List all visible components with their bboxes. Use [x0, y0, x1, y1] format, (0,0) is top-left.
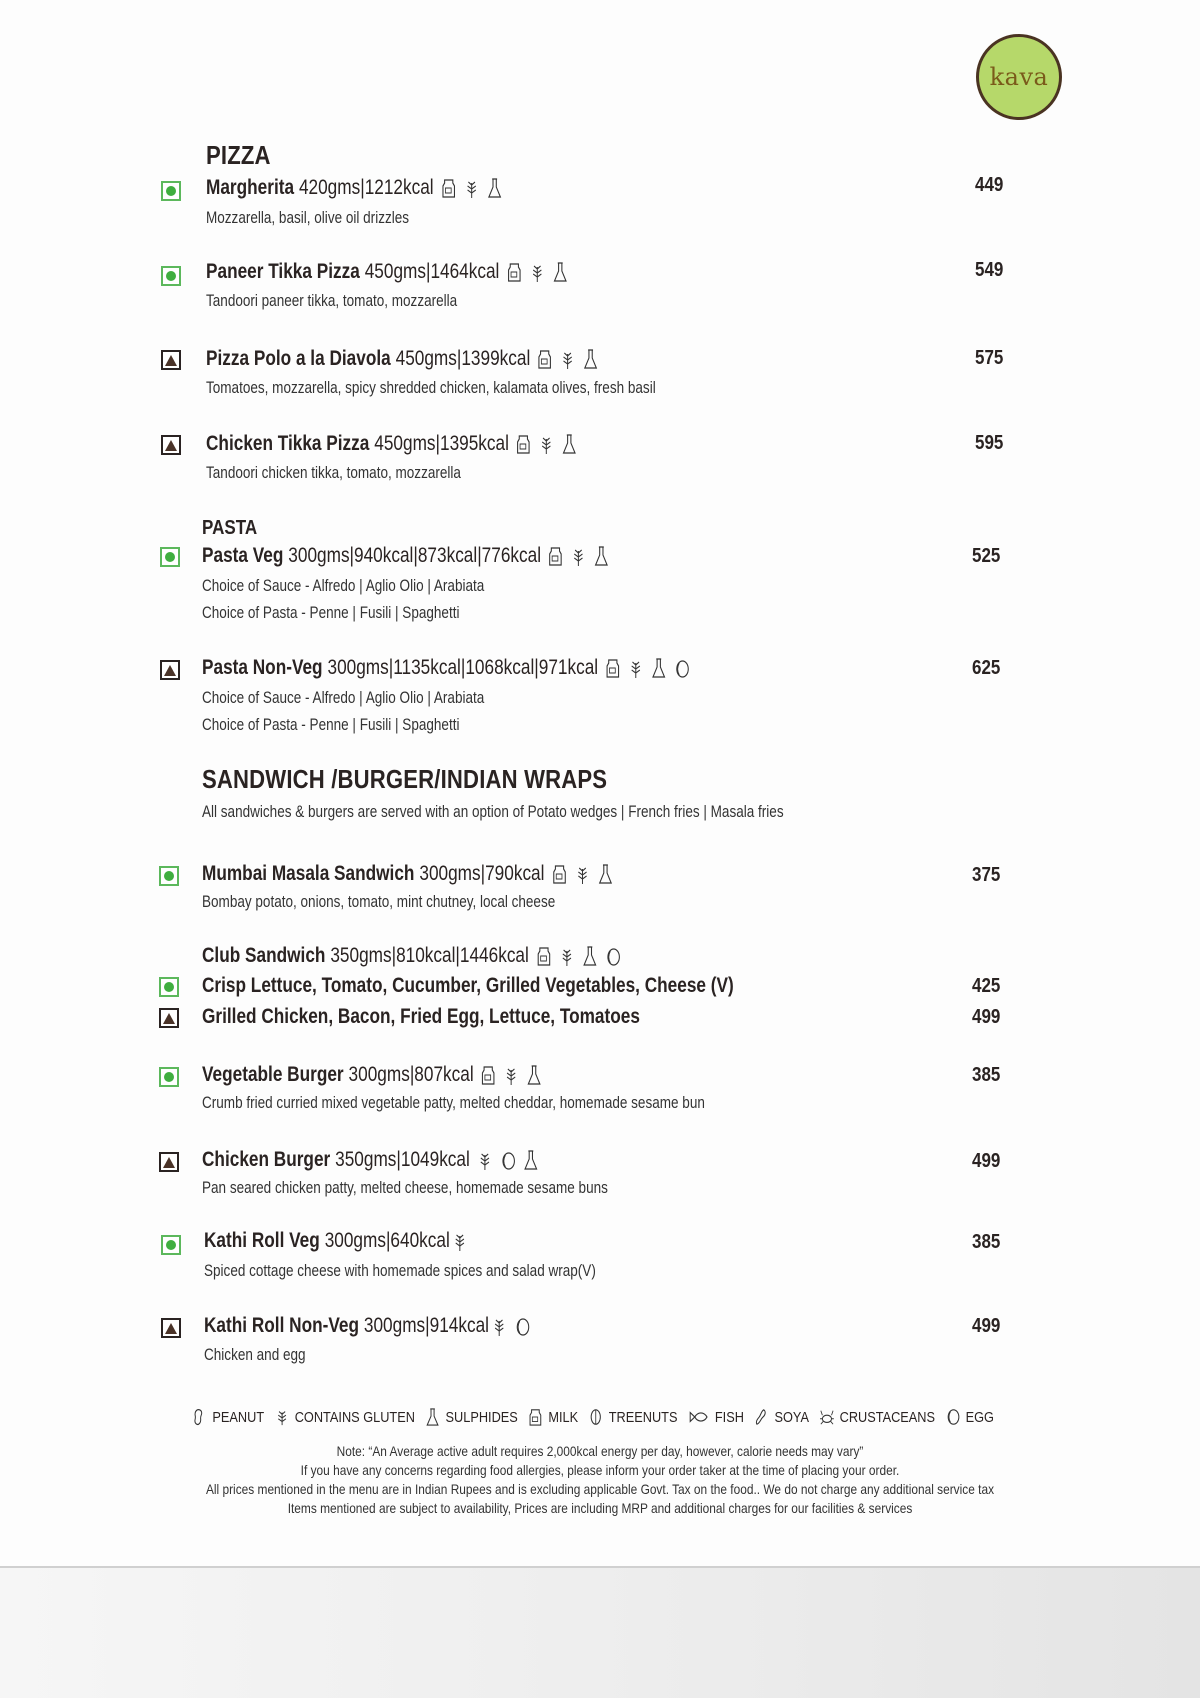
nonveg-icon [160, 660, 180, 680]
item-price: 385 [972, 1231, 1001, 1253]
item-price: 625 [972, 657, 1001, 679]
egg-icon [945, 1408, 960, 1426]
item-name: Chicken Tikka Pizza [206, 432, 370, 455]
note-line: All prices mentioned in the menu are in Indian Rupees and is excluding applicable Govt. Tax on the food.. We do not charge any additional service tax [205, 1481, 995, 1497]
item-name: Kathi Roll Non-Veg [204, 1314, 359, 1337]
gluten-icon [476, 1149, 492, 1171]
item-price: 525 [972, 545, 1001, 567]
menu-item-title [206, 432, 578, 456]
nonveg-icon [159, 1152, 179, 1172]
item-description: Bombay potato, onions, tomato, mint chutney, local cheese [202, 893, 556, 911]
gluten-icon [503, 1064, 519, 1086]
sulphides-icon [583, 348, 599, 370]
milk-icon [535, 945, 551, 967]
item-spec: 350gms|1049kcal [335, 1148, 470, 1171]
item-description: Choice of Sauce - Alfredo | Aglio Olio | Arabiata [202, 577, 485, 595]
kava-logo [976, 34, 1062, 120]
egg-icon [604, 945, 620, 967]
sulphides-icon [425, 1408, 440, 1426]
gluten-icon [628, 657, 644, 679]
item-price: 385 [972, 1064, 1001, 1086]
egg-icon [674, 657, 690, 679]
sulphides-icon [486, 177, 502, 199]
item-spec: 300gms|940kcal|873kcal|776kcal [288, 544, 542, 567]
sulphides-icon [522, 1149, 538, 1171]
veg-icon [161, 266, 181, 286]
milk-icon [548, 545, 564, 567]
item-price: 575 [975, 347, 1004, 369]
item-price: 499 [972, 1315, 1001, 1337]
gluten-icon [451, 1230, 467, 1252]
treenuts-icon [588, 1408, 603, 1426]
milk-icon [605, 657, 621, 679]
item-spec: 300gms|790kcal [419, 862, 545, 885]
egg-icon [514, 1315, 530, 1337]
item-description: Choice of Sauce - Alfredo | Aglio Olio | Arabiata [202, 689, 485, 707]
item-name: Margherita [206, 176, 295, 199]
item-spec: 450gms|1395kcal [374, 432, 509, 455]
item-spec: 420gms|1212kcal [298, 176, 434, 199]
item-description: Spiced cottage cheese with homemade spices and salad wrap(V) [204, 1262, 596, 1280]
menu-item-title [202, 656, 690, 680]
item-spec: 300gms|1135kcal|1068kcal|971kcal [327, 656, 599, 679]
legend-peanut: PEANUT [192, 1408, 264, 1426]
section-title-sandwich: SANDWICH /BURGER/INDIAN WRAPS [202, 764, 608, 794]
crustaceans-icon [819, 1408, 834, 1426]
sulphides-icon [651, 657, 667, 679]
item-spec: 450gms|1399kcal [395, 347, 531, 370]
item-spec: 300gms|914kcal [363, 1314, 490, 1337]
legend-crustaceans: CRUSTACEANS [819, 1408, 935, 1426]
gluten-icon [560, 348, 576, 370]
gluten-icon [558, 945, 574, 967]
item-description-2: Choice of Pasta - Penne | Fusili | Spaghetti [202, 716, 460, 734]
item-spec: 300gms|807kcal [348, 1063, 474, 1086]
legend-soya: SOYA [754, 1408, 809, 1426]
sulphides-icon [561, 433, 577, 455]
item-price: 549 [975, 259, 1004, 281]
menu-item-title [202, 544, 610, 568]
menu-item-title [206, 260, 568, 284]
gluten-icon [574, 863, 590, 885]
item-name: Chicken Burger [202, 1148, 331, 1171]
menu-item-title [202, 862, 613, 886]
nonveg-icon [161, 1318, 181, 1338]
item-description: Tandoori chicken tikka, tomato, mozzarella [206, 464, 461, 482]
scan-background [0, 1566, 1200, 1698]
item-description: Mozzarella, basil, olive oil drizzles [206, 209, 410, 227]
milk-icon [480, 1064, 496, 1086]
legend-milk: MILK [528, 1408, 578, 1426]
item-price: 595 [975, 432, 1004, 454]
variant-price: 425 [972, 975, 1001, 997]
item-description: Chicken and egg [204, 1346, 306, 1364]
milk-icon [506, 261, 522, 283]
veg-icon [160, 547, 180, 567]
item-name: Pasta Veg [202, 544, 284, 567]
variant-label: Crisp Lettuce, Tomato, Cucumber, Grilled Vegetables, Cheese (V) [202, 974, 734, 997]
milk-icon [551, 863, 567, 885]
item-description: Crumb fried curried mixed vegetable patty, melted cheddar, homemade sesame bun [202, 1094, 705, 1112]
egg-icon [499, 1149, 515, 1171]
item-description: Tomatoes, mozzarella, spicy shredded chicken, kalamata olives, fresh basil [206, 379, 656, 397]
item-spec: 450gms|1464kcal [364, 260, 500, 283]
item-name: Mumbai Masala Sandwich [202, 862, 415, 885]
sulphides-icon [597, 863, 613, 885]
nonveg-icon [159, 1008, 179, 1028]
allergen-legend [192, 1408, 1004, 1426]
section-title-pasta: PASTA [202, 517, 258, 539]
variant-price: 499 [972, 1006, 1001, 1028]
item-description: Pan seared chicken patty, melted cheese, homemade sesame buns [202, 1179, 608, 1197]
note-line: Items mentioned are subject to availability, Prices are including MRP and additional charges for our facilities & services [287, 1500, 913, 1516]
menu-item-title [202, 944, 621, 968]
menu-item-title [206, 347, 599, 371]
item-name: Pizza Polo a la Diavola [206, 347, 391, 370]
legend-fish: FISH [688, 1408, 744, 1426]
footer-notes [0, 1442, 1200, 1518]
gluten-icon [538, 433, 554, 455]
legend-gluten: CONTAINS GLUTEN [274, 1408, 415, 1426]
menu-item-title [202, 1063, 543, 1087]
item-price: 449 [975, 174, 1004, 196]
sulphides-icon [594, 545, 610, 567]
menu-item-title [202, 1148, 539, 1172]
gluten-icon [491, 1315, 507, 1337]
peanut-icon [192, 1408, 207, 1426]
section-subtitle: All sandwiches & burgers are served with an option of Potato wedges | French fries | Masala fries [202, 803, 784, 821]
nonveg-icon [161, 435, 181, 455]
item-spec: 300gms|640kcal [324, 1229, 450, 1252]
note-line: Note: “An Average active adult requires 2,000kcal energy per day, however, calorie needs may vary” [336, 1443, 864, 1459]
milk-icon [440, 177, 456, 199]
note-line: If you have any concerns regarding food allergies, please inform your order taker at the time of placing your order. [300, 1462, 900, 1478]
item-name: Kathi Roll Veg [204, 1229, 320, 1252]
variant-label: Grilled Chicken, Bacon, Fried Egg, Lettuce, Tomatoes [202, 1005, 640, 1028]
legend-treenuts: TREENUTS [588, 1408, 677, 1426]
menu-item-title [204, 1314, 530, 1338]
veg-icon [161, 1235, 181, 1255]
item-name: Club Sandwich [202, 944, 326, 967]
nonveg-icon [161, 350, 181, 370]
item-price: 375 [972, 864, 1001, 886]
item-price: 499 [972, 1150, 1001, 1172]
gluten-icon [571, 545, 587, 567]
veg-icon [161, 181, 181, 201]
veg-icon [159, 866, 179, 886]
sulphides-icon [526, 1064, 542, 1086]
item-name: Vegetable Burger [202, 1063, 344, 1086]
gluten-icon [529, 261, 545, 283]
sulphides-icon [581, 945, 597, 967]
fish-icon [688, 1408, 710, 1426]
veg-icon [159, 977, 179, 997]
veg-icon [159, 1067, 179, 1087]
item-description-2: Choice of Pasta - Penne | Fusili | Spaghetti [202, 604, 460, 622]
sulphides-icon [552, 261, 568, 283]
milk-icon [528, 1408, 543, 1426]
gluten-icon [274, 1408, 289, 1426]
milk-icon [515, 433, 531, 455]
item-spec: 350gms|810kcal|1446kcal [330, 944, 529, 967]
soya-icon [754, 1408, 769, 1426]
section-title-pizza: PIZZA [206, 140, 271, 170]
item-name: Pasta Non-Veg [202, 656, 323, 679]
legend-egg: EGG [945, 1408, 994, 1426]
gluten-icon [463, 177, 479, 199]
item-description: Tandoori paneer tikka, tomato, mozzarella [206, 292, 458, 310]
logo-text: kava [989, 63, 1049, 91]
menu-item-title [204, 1229, 468, 1253]
menu-item-title [206, 176, 503, 200]
legend-sulphides: SULPHIDES [425, 1408, 518, 1426]
milk-icon [537, 348, 553, 370]
item-name: Paneer Tikka Pizza [206, 260, 360, 283]
